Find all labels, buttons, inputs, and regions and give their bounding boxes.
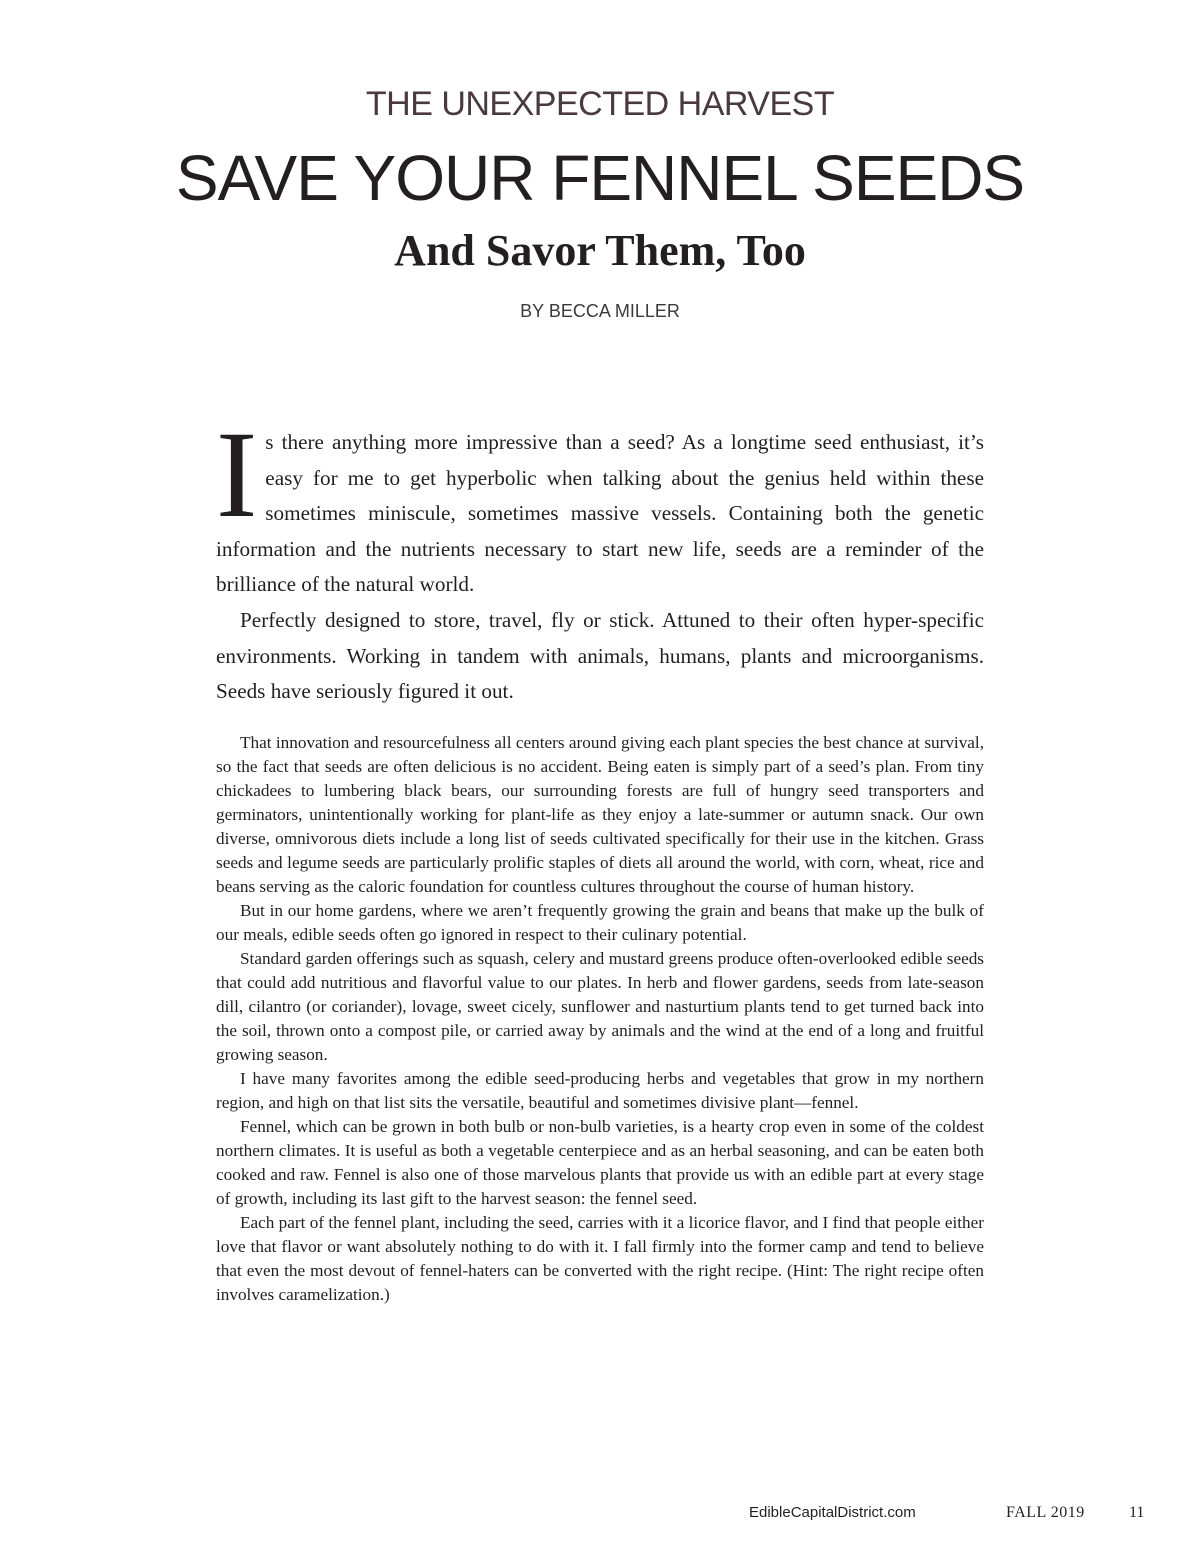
lead-paragraph: Perfectly designed to store, travel, fly or stick. Attuned to their often hyper-specific environments. Working in tandem with animals, humans, plants and microorganisms. Seeds have seriously figured it out. <box>216 607 984 704</box>
drop-cap: I <box>216 406 258 543</box>
lead-section <box>216 406 984 710</box>
article-byline: BY BECCA MILLER <box>520 301 680 321</box>
article-kicker: THE UNEXPECTED HARVEST <box>365 85 835 123</box>
article-title: SAVE YOUR FENNEL SEEDS <box>175 142 1025 214</box>
footer-website: EdibleCapitalDistrict.com <box>749 1504 916 1521</box>
article-body <box>216 731 984 1307</box>
body-paragraph: Standard garden offerings such as squash, celery and mustard greens produce often-overlooked edible seeds that could add nutritious and flavorful value to our plates. In herb and flower gardens, seeds from late-season dill, cilantro (or coriander), lovage, sweet cicely, sunflower and nasturtium plants tend to get turned back into the soil, thrown onto a compost pile, or carried away by animals and the wind at the end of a long and fruitful growing season. <box>216 949 984 1064</box>
body-paragraph: That innovation and resourcefulness all centers around giving each plant species the best chance at survival, so the fact that seeds are often delicious is no accident. Being eaten is simply part of a seed’s plan. From tiny chickadees to lumbering black bears, our surrounding forests are full of hungry seed transporters and germinators, unintentionally working for plant-life as they enjoy a late-summer or autumn snack. Our own diverse, omnivorous diets include a long list of seeds cultivated specifically for their use in the kitchen. Grass seeds and legume seeds are particularly prolific staples of diets all around the world, with corn, wheat, rice and beans serving as the caloric foundation for countless cultures throughout the course of human history. <box>216 733 984 896</box>
body-paragraph: Fennel, which can be grown in both bulb or non-bulb varieties, is a hearty crop even in some of the coldest northern climates. It is useful as both a vegetable centerpiece and as an herbal seasoning, and can be eaten both cooked and raw. Fennel is also one of those marvelous plants that provide us with an edible part at every stage of growth, including its last gift to the harvest season: the fennel seed. <box>216 1117 984 1208</box>
body-paragraph: Each part of the fennel plant, including the seed, carries with it a licorice flavor, and I find that people either love that flavor or want absolutely nothing to do with it. I fall firmly into the former camp and tend to believe that even the most devout of fennel-haters can be converted with the right recipe. (Hint: The right recipe often involves caramelization.) <box>216 1213 984 1304</box>
body-paragraph: I have many favorites among the edible seed-producing herbs and vegetables that grow in my northern region, and high on that list sits the versatile, beautiful and sometimes divisive plant—fennel. <box>216 1069 984 1112</box>
body-paragraph: But in our home gardens, where we aren’t frequently growing the grain and beans that make up the bulk of our meals, edible seeds often go ignored in respect to their culinary potential. <box>216 901 984 944</box>
lead-paragraph-text: s there anything more impressive than a seed? As a longtime seed enthusiast, it’s easy for me to get hyperbolic when talking about the genius held within these sometimes miniscule, sometimes massive vessels. Containing both the genetic information and the nutrients necessary to start new life, seeds are a reminder of the brilliance of the natural world. <box>216 430 984 597</box>
lead-paragraph <box>216 406 984 603</box>
page-number: 11 <box>1129 1504 1145 1521</box>
footer-issue: FALL 2019 <box>1006 1504 1085 1521</box>
article-subtitle: And Savor Them, Too <box>394 226 806 275</box>
